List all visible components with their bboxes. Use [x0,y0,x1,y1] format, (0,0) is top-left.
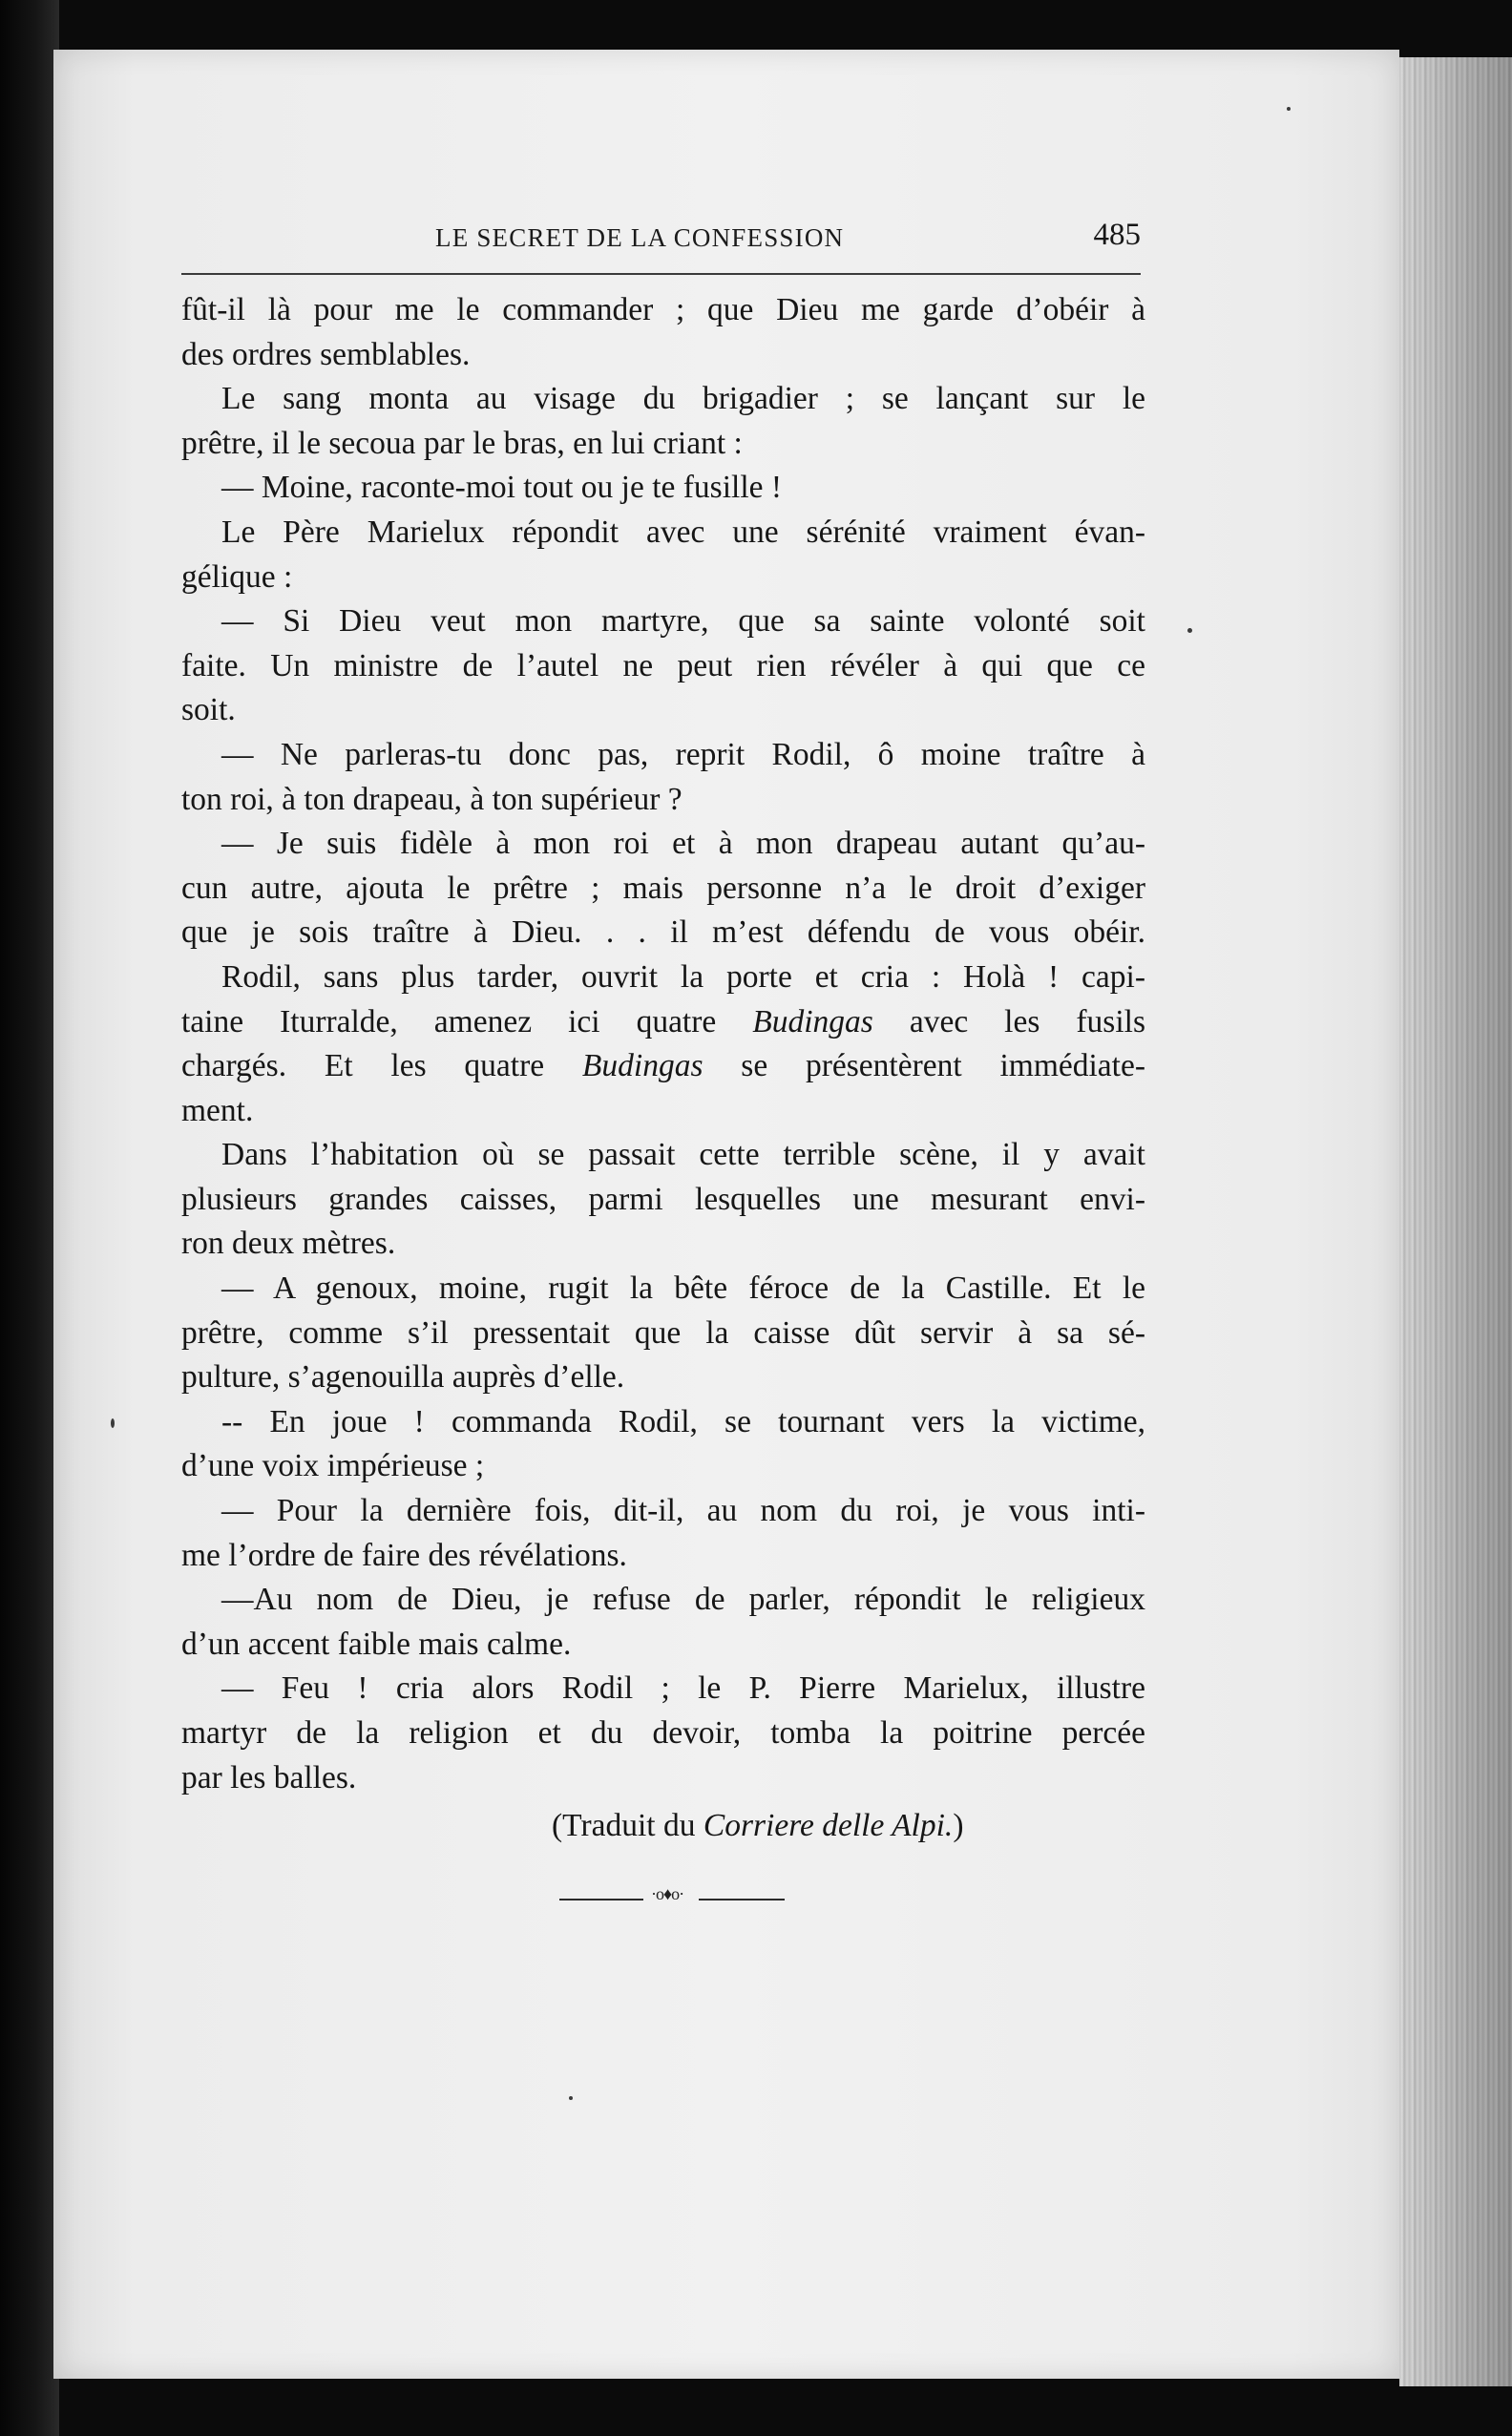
text-line: faite. Un ministre de l’autel ne peut rien révéler à qui que ce [181,647,1145,683]
text-line: — Ne parleras-tu donc pas, reprit Rodil, ô moine traître à [221,736,1145,772]
text-line: — Si Dieu veut mon martyre, que sa sainte volonté soit [221,603,1145,640]
running-title: LE SECRET DE LA CONFESSION [435,223,845,252]
text-line: —Au nom de Dieu, je refuse de parler, répondit le religieux [221,1582,1145,1618]
text-line: — Je suis fidèle à mon roi et à mon drapeau autant qu’au- [221,826,1145,862]
text-line: cun autre, ajouta le prêtre ; mais personne n’a le droit d’exiger [181,870,1145,906]
italic-term: Budingas [581,1048,704,1084]
body-text [181,288,1145,1800]
text-line: prêtre, comme s’il pressentait que la caisse dût servir à sa sé- [181,1314,1145,1351]
text-line: des ordres semblables. [181,336,471,372]
text-line: — Moine, raconte-moi tout ou je te fusille ! [221,470,783,506]
text-line: Le sang monta au visage du brigadier ; se lançant sur le [221,381,1145,417]
text-line: ment. [181,1092,254,1128]
text-line [181,1000,1145,1045]
text-line: d’un accent faible mais calme. [181,1626,572,1662]
page-number: 485 [1093,218,1141,252]
credit-source: Corriere delle Alpi. [703,1808,954,1843]
ink-speck [1287,107,1291,111]
text-fragment: chargés. Et les quatre [181,1048,545,1084]
text-line: prêtre, il le secoua par le bras, en lui criant : [181,425,743,461]
text-line: ron deux mètres. [181,1226,396,1262]
header-rule [181,273,1141,275]
text-fragment: taine Iturralde, amenez ici quatre [181,1003,717,1040]
text-line: -- En joue ! commanda Rodil, se tournant vers la victime, [221,1403,1145,1439]
text-line: d’une voix impérieuse ; [181,1448,485,1484]
text-line: soit. [181,692,236,728]
text-line: — A genoux, moine, rugit la bête féroce de la Castille. Et le [221,1270,1145,1307]
text-line: fût-il là pour me le commander ; que Dieu me garde d’obéir à [181,292,1145,327]
translation-credit [552,1808,963,1844]
ink-speck [1187,628,1192,633]
page-edges [1399,57,1512,2386]
italic-term: Budingas [752,1003,873,1040]
end-ornament [559,1884,785,1905]
ornament-glyph: ·o♦o· [651,1884,684,1903]
book-binding-shadow [0,0,59,2436]
text-line: — Feu ! cria alors Rodil ; le P. Pierre Marielux, illustre [221,1670,1145,1707]
text-line: par les balles. [181,1759,357,1796]
text-line [181,1044,1145,1089]
text-line: ton roi, à ton drapeau, à ton supérieur ? [181,781,682,817]
text-fragment: se présentèrent immédiate- [741,1048,1146,1084]
ornament-rule-right [699,1899,785,1900]
text-line: Dans l’habitation où se passait cette terrible scène, il y avait [221,1137,1145,1173]
text-line: que je sois traître à Dieu. . . il m’est défendu de vous obéir. [181,914,1145,951]
text-line: Rodil, sans plus tarder, ouvrit la porte et cria : Holà ! capi- [221,958,1145,995]
running-head [181,218,1141,265]
text-fragment: avec les fusils [909,1003,1145,1040]
text-line: gélique : [181,558,293,595]
ink-speck [569,2096,573,2100]
text-line: plusieurs grandes caisses, parmi lesquelles une mesurant envi- [181,1181,1145,1217]
text-line: pulture, s’agenouilla auprès d’elle. [181,1359,625,1396]
credit-open: (Traduit du [552,1808,696,1843]
credit-close: ) [953,1808,964,1843]
text-line: martyr de la religion et du devoir, tomba la poitrine percée [181,1715,1145,1751]
text-line: Le Père Marielux répondit avec une sérénité vraiment évan- [221,514,1145,550]
ornament-rule-left [559,1899,643,1900]
text-line: — Pour la dernière fois, dit-il, au nom du roi, je vous inti- [221,1493,1145,1529]
text-line: me l’ordre de faire des révélations. [181,1537,627,1573]
ink-speck [111,1418,115,1428]
